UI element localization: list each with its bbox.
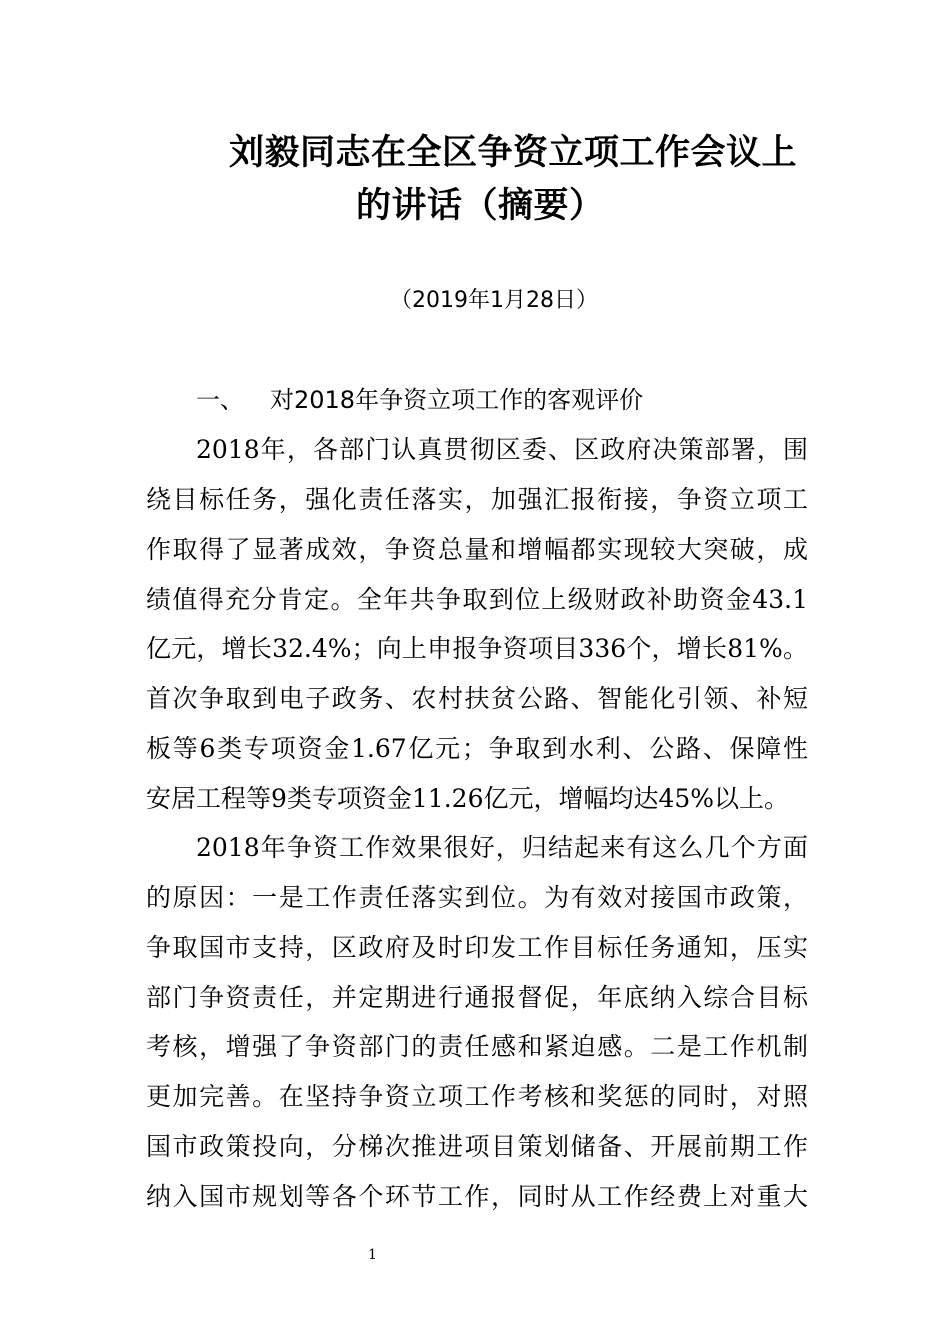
paragraph-line: 争取国市支持，区政府及时印发工作目标任务通知，压实 <box>146 933 808 962</box>
paragraph-line: 的原因：一是工作责任落实到位。为有效对接国市政策， <box>146 883 808 912</box>
paragraph-line: 作取得了显著成效，争资总量和增幅都实现较大突破，成 <box>146 535 808 564</box>
section-heading <box>196 384 643 416</box>
section-number: 一、 <box>196 386 244 414</box>
section-heading-text: 对2018年争资立项工作的客观评价 <box>270 386 644 414</box>
document-title-line-1: 刘毅同志在全区争资立项工作会议上 <box>229 133 798 173</box>
paragraph-line: 板等6类专项资金1.67亿元；争取到水利、公路、保障性 <box>146 734 808 763</box>
paragraph-line: 首次争取到电子政务、农村扶贫公路、智能化引领、补短 <box>146 684 808 713</box>
paragraph-line: 绕目标任务，强化责任落实，加强汇报衔接，争资立项工 <box>146 485 808 514</box>
paragraph-line: 更加完善。在坚持争资立项工作考核和奖惩的同时，对照 <box>146 1082 808 1111</box>
speech-date: （2019年1月28日） <box>390 288 598 313</box>
paragraph-line: 国市政策投向，分梯次推进项目策划储备、开展前期工作 <box>146 1132 808 1161</box>
document-title-line-2: 的讲话（摘要） <box>356 186 605 226</box>
paragraph-line: 2018年争资工作效果很好，归结起来有这么几个方面 <box>196 833 808 862</box>
paragraph-line: 安居工程等9类专项资金11.26亿元，增幅均达45%以上。 <box>146 784 790 813</box>
paragraph-line: 纳入国市规划等各个环节工作，同时从工作经费上对重大 <box>146 1182 808 1211</box>
paragraph-line: 部门争资责任，并定期进行通报督促，年底纳入综合目标 <box>146 983 808 1012</box>
page-number: 1 <box>368 1247 377 1263</box>
paragraph-line: 亿元，增长32.4%；向上申报争资项目336个，增长81%。 <box>146 634 808 663</box>
paragraph-line: 绩值得充分肯定。全年共争取到位上级财政补助资金43.1 <box>146 585 808 614</box>
paragraph-line: 2018年，各部门认真贯彻区委、区政府决策部署，围 <box>196 435 808 464</box>
paragraph-line: 考核，增强了争资部门的责任感和紧迫感。二是工作机制 <box>146 1032 808 1061</box>
